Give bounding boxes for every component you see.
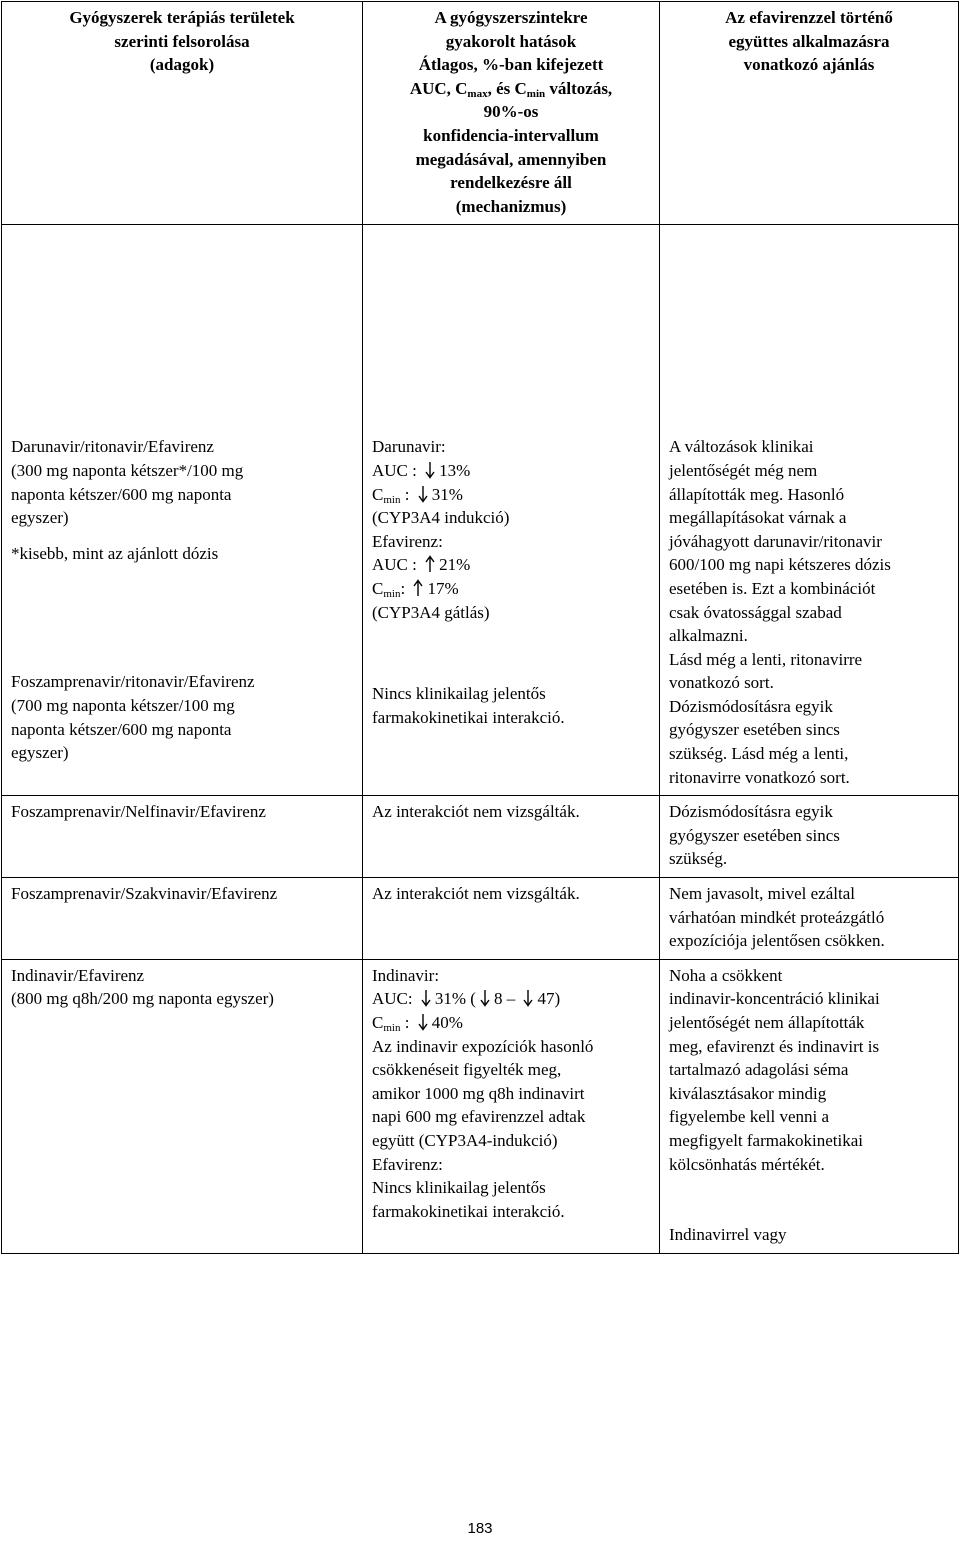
cell-recommendation [660,796,959,878]
recommendation-line: kiválasztásakor mindig [669,1083,827,1103]
effect-line: amikor 1000 mg q8h indinavirt [372,1083,585,1103]
arrow-up-icon [411,579,425,597]
drug-line: naponta kétszer/600 mg naponta [11,484,232,504]
recommendation-line: gyógyszer esetében sincs [669,720,840,740]
header-line: szerinti felsorolása [114,31,250,51]
cell-drugs [2,225,363,796]
header-line: 90%-os [483,102,539,122]
cell-effects [363,959,660,1253]
header-line: vonatkozó ajánlás [743,55,875,75]
drug-heading: Indinavir: [372,965,440,985]
arrow-up-icon [423,555,437,573]
cell-recommendation [660,878,959,960]
recommendation-line: indinavir-koncentráció klinikai [669,989,880,1009]
recommendation-line: vonatkozó sort. [669,673,774,693]
drug-line: (300 mg naponta kétszer*/100 mg [11,460,244,480]
drug-line: egyszer) [11,508,69,528]
recommendation-line: megállapításokat várnak a [669,508,847,528]
drug-line: (700 mg naponta kétszer/100 mg [11,695,235,715]
recommendation-line: szükség. Lásd még a lenti, [669,744,849,764]
header-line: konfidencia-intervallum [423,125,599,145]
page-number: 183 [467,1520,493,1537]
header-line: gyakorolt hatások [445,31,577,51]
table-row-nelfinavir [2,796,959,878]
arrow-down-icon [478,989,492,1007]
recommendation-line: Noha a csökkent [669,965,783,985]
drug-line: (800 mg q8h/200 mg naponta egyszer) [11,989,274,1009]
drug-line: Foszamprenavir/Szakvinavir/Efavirenz [11,884,278,904]
table-row-indinavir [2,959,959,1253]
effect-line: Az interakciót nem vizsgálták. [372,884,580,904]
drug-heading: Efavirenz: [372,531,443,551]
drug-line: Indinavir/Efavirenz [11,965,145,985]
cell-effects [363,878,660,960]
cell-recommendation [660,959,959,1253]
header-line: együttes alkalmazásra [728,31,890,51]
recommendation-line: Dózismódosításra egyik [669,802,833,822]
drug-heading: Efavirenz: [372,1154,443,1174]
recommendation-line: meg, efavirenzt és indinavirt is [669,1036,880,1056]
header-effects [363,2,660,225]
arrow-down-icon [423,461,437,479]
recommendation-line: kölcsönhatás mértékét. [669,1154,825,1174]
header-line: rendelkezésre áll [450,173,572,193]
recommendation-line: Lásd még a lenti, ritonavirre [669,649,863,669]
recommendation-line: figyelembe kell venni a [669,1107,830,1127]
recommendation-line: jóváhagyott darunavir/ritonavir [669,531,882,551]
arrow-down-icon [416,485,430,503]
no-interaction-line: farmakokinetikai interakció. [372,1201,565,1221]
auc-line: AUC: 31% ( 8 – 47) [372,989,561,1009]
recommendation-line: állapították meg. Hasonló [669,484,845,504]
cell-drugs [2,959,363,1253]
recommendation-line: tartalmazó adagolási séma [669,1060,849,1080]
no-interaction-line: Nincs klinikailag jelentős [372,1178,546,1198]
cmin-line: $C_{min}$ : 31% [372,484,463,506]
effect-line: együtt (CYP3A4-indukció) [372,1130,558,1150]
header-drugs [2,2,363,225]
recommendation-line: gyógyszer esetében sincs [669,825,840,845]
header-line: megadásával, amennyiben [415,149,607,169]
effect-line: csökkenéseit figyelték meg, [372,1060,562,1080]
table-header-row [2,2,959,225]
recommendation-line: esetében is. Ezt a kombinációt [669,578,876,598]
cmin-line: $C_{min}$: 17% [372,578,459,600]
header-line: (mechanizmus) [455,196,567,216]
recommendation-line: 600/100 mg napi kétszeres dózis [669,555,891,575]
auc-line: AUC : 21% [372,555,471,575]
no-interaction-line: farmakokinetikai interakció. [372,707,565,727]
recommendation-line: megfigyelt farmakokinetikai [669,1130,864,1150]
recommendation-line: Indinavirrel vagy [669,1225,787,1245]
cmin-line: $C_{min}$ : 40% [372,1013,463,1034]
recommendation-line: szükség. [669,849,728,869]
drug-heading: Darunavir: [372,437,446,457]
drug-line: Foszamprenavir/ritonavir/Efavirenz [11,672,255,692]
recommendation-line: Dózismódosításra egyik [669,696,833,716]
drug-line: Foszamprenavir/Nelfinavir/Efavirenz [11,802,266,822]
recommendation-line: csak óvatossággal szabad [669,602,842,622]
effect-line: Az interakciót nem vizsgálták. [372,802,580,822]
recommendation-line: alkalmazni. [669,626,748,646]
header-line: Gyógyszerek terápiás területek [69,8,295,27]
header-line: Az efavirenzzel történő [725,8,893,27]
drug-line: Darunavir/ritonavir/Efavirenz [11,437,214,457]
drug-line: naponta kétszer/600 mg naponta [11,719,232,739]
recommendation-line: expozíciója jelentősen csökken. [669,931,885,951]
no-interaction-line: Nincs klinikailag jelentős [372,684,546,704]
header-line: (adagok) [149,55,215,75]
cell-drugs [2,878,363,960]
header-line-auc: AUC, $C_{max}$, és $C_{min}$ változás, [409,78,613,100]
recommendation-line: jelentőségét nem állapították [669,1013,865,1032]
header-recommendation [660,2,959,225]
auc-line: AUC : 13% [372,460,471,480]
recommendation-line: várhatóan mindkét proteázgátló [669,907,885,927]
recommendation-line: ritonavirre vonatkozó sort. [669,767,850,787]
cell-recommendation [660,225,959,796]
cell-effects [363,225,660,796]
arrow-down-icon [416,1013,430,1031]
table-row-darunavir [2,225,959,796]
footnote-text: *kisebb, mint az ajánlott dózis [11,543,219,563]
recommendation-line: A változások klinikai [669,437,814,457]
cell-drugs [2,796,363,878]
recommendation-line: jelentőségét még nem [669,460,818,480]
effect-line: Az indinavir expozíciók hasonló [372,1036,594,1056]
table-row-saquinavir [2,878,959,960]
interaction-table [1,1,959,1254]
arrow-down-icon [419,989,433,1007]
header-line: Átlagos, %-ban kifejezett [418,55,604,75]
mechanism-line: (CYP3A4 gátlás) [372,602,490,622]
mechanism-line: (CYP3A4 indukció) [372,508,510,528]
cell-effects [363,796,660,878]
effect-line: napi 600 mg efavirenzzel adtak [372,1107,586,1127]
header-line: A gyógyszerszintekre [434,8,588,27]
drug-line: egyszer) [11,743,69,763]
recommendation-line: Nem javasolt, mivel ezáltal [669,884,855,904]
arrow-down-icon [521,989,535,1007]
